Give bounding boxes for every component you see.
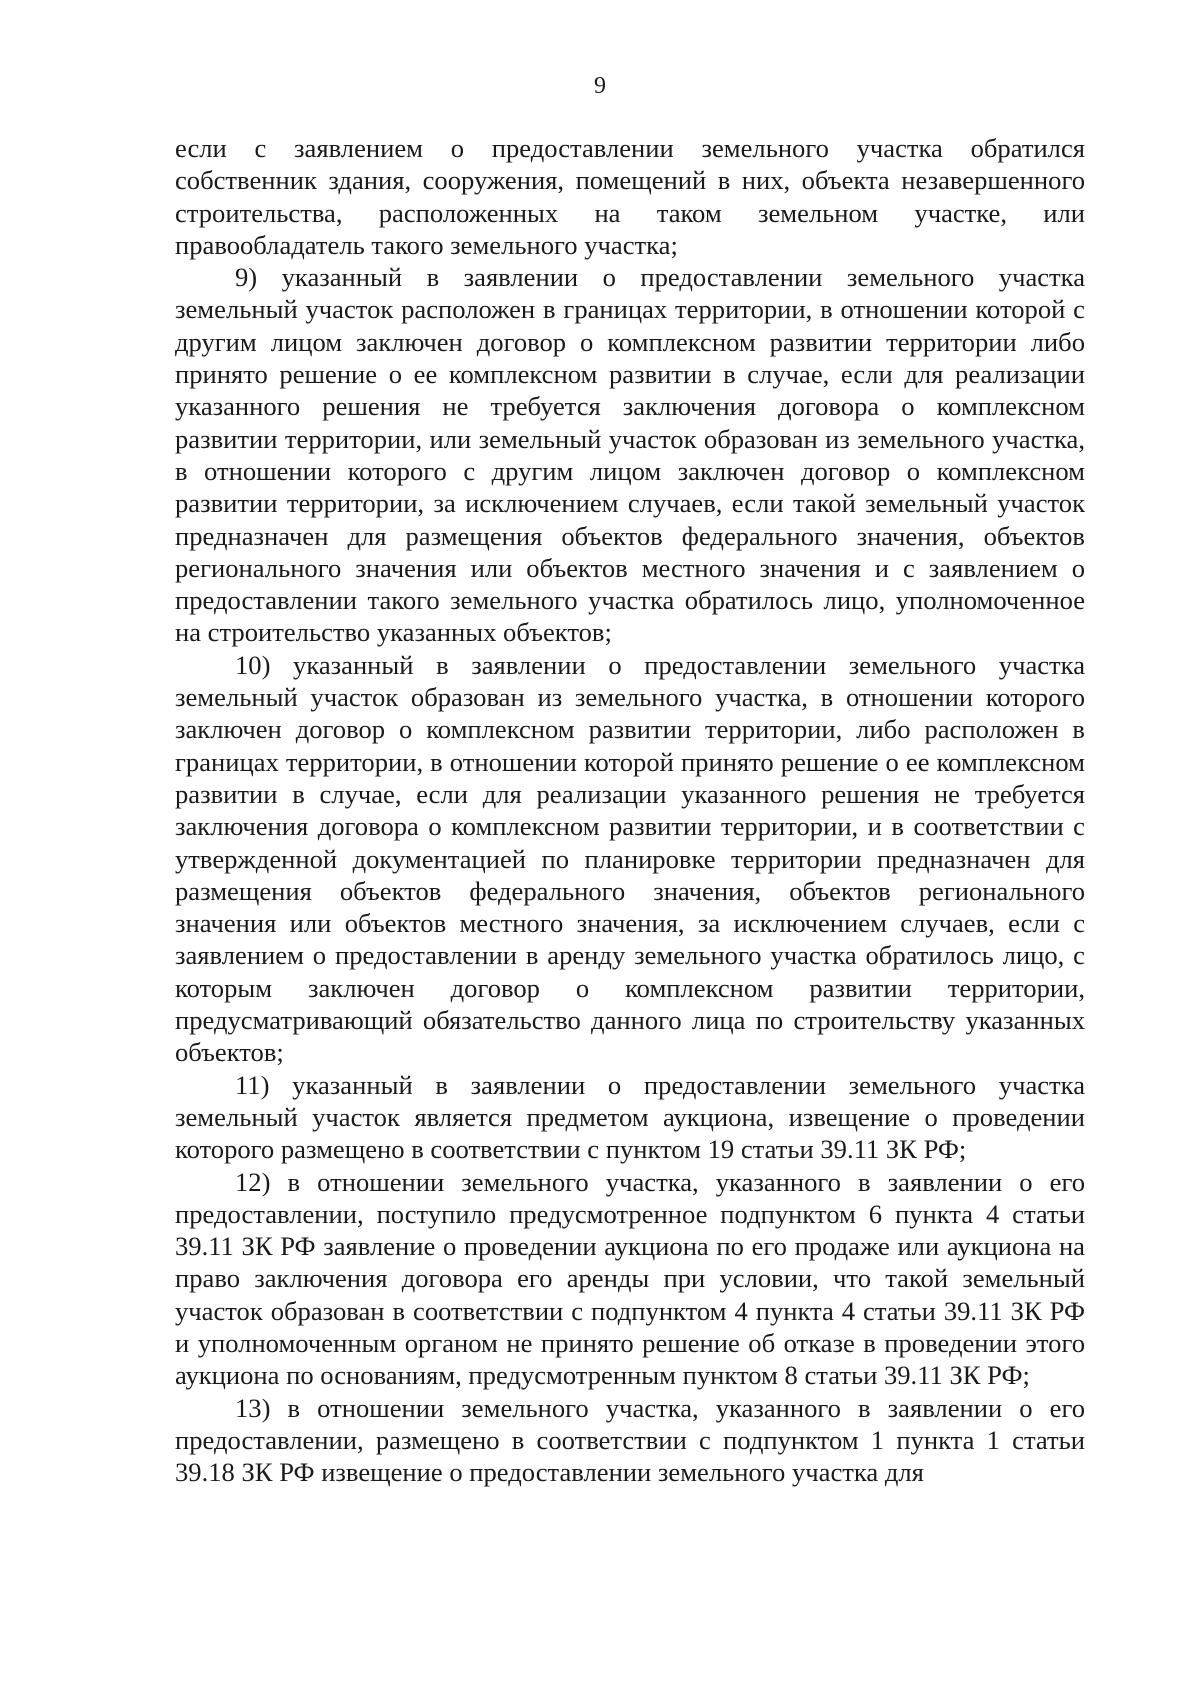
paragraph-continuation: если с заявлением о предоставлении земельного участка обратился собственник здания, сооружения, помещений в них, объекта незавершенного строительства, расположенных на таком земельном участке, или правообладатель такого земельного участка;	[175, 133, 1085, 260]
paragraph-item-11: 11) указанный в заявлении о предоставлении земельного участка земельный участок является предметом аукциона, извещение о проведении которого размещено в соответствии с пунктом 19 статьи 39.11 ЗК РФ;	[175, 1069, 1085, 1165]
paragraph-item-9: 9) указанный в заявлении о предоставлении земельного участка земельный участок расположен в границах территории, в отношении которой с другим лицом заключен договор о комплексном развитии территории либо принято решение о ее комплексном развитии в случае, если для реализации указанного решения не требуется заключения договора о комплексном развитии территории, или земельный участок образован из земельного участка, в отношении которого с другим лицом заключен договор о комплексном развитии территории, за исключением случаев, если такой земельный участок предназначен для размещения объектов федерального значения, объектов регионального значения или объектов местного значения и с заявлением о предоставлении такого земельного участка обратилось лицо, уполномоченное на строительство указанных объектов;	[175, 262, 1085, 648]
paragraph-item-13: 13) в отношении земельного участка, указанного в заявлении о его предоставлении, размещено в соответствии с подпунктом 1 пункта 1 статьи 39.18 ЗК РФ извещение о предоставлении земельного участка для	[175, 1392, 1085, 1488]
page-number: 9	[594, 73, 606, 99]
paragraph-item-10: 10) указанный в заявлении о предоставлении земельного участка земельный участок образован из земельного участка, в отношении которого заключен договор о комплексном развитии территории, либо расположен в границах территории, в отношении которой принято решение о ее комплексном развитии в случае, если для реализации указанного решения не требуется заключения договора о комплексном развитии территории, и в соответствии с утвержденной документацией по планировке территории предназначен для размещения объектов федерального значения, объектов регионального значения или объектов местного значения, за исключением случаев, если с заявлением о предоставлении в аренду земельного участка обратилось лицо, с которым заключен договор о комплексном развитии территории, предусматривающий обязательство данного лица по строительству указанных объектов;	[175, 649, 1085, 1068]
paragraph-item-12: 12) в отношении земельного участка, указанного в заявлении о его предоставлении, поступило предусмотренное подпунктом 6 пункта 4 статьи 39.11 ЗК РФ заявление о проведении аукциона по его продаже или аукциона на право заключения договора его аренды при условии, что такой земельный участок образован в соответствии с подпунктом 4 пункта 4 статьи 39.11 ЗК РФ и уполномоченным органом не принято решение об отказе в проведении этого аукциона по основаниям, предусмотренным пунктом 8 статьи 39.11 ЗК РФ;	[175, 1166, 1085, 1391]
document-body	[175, 132, 1085, 1488]
